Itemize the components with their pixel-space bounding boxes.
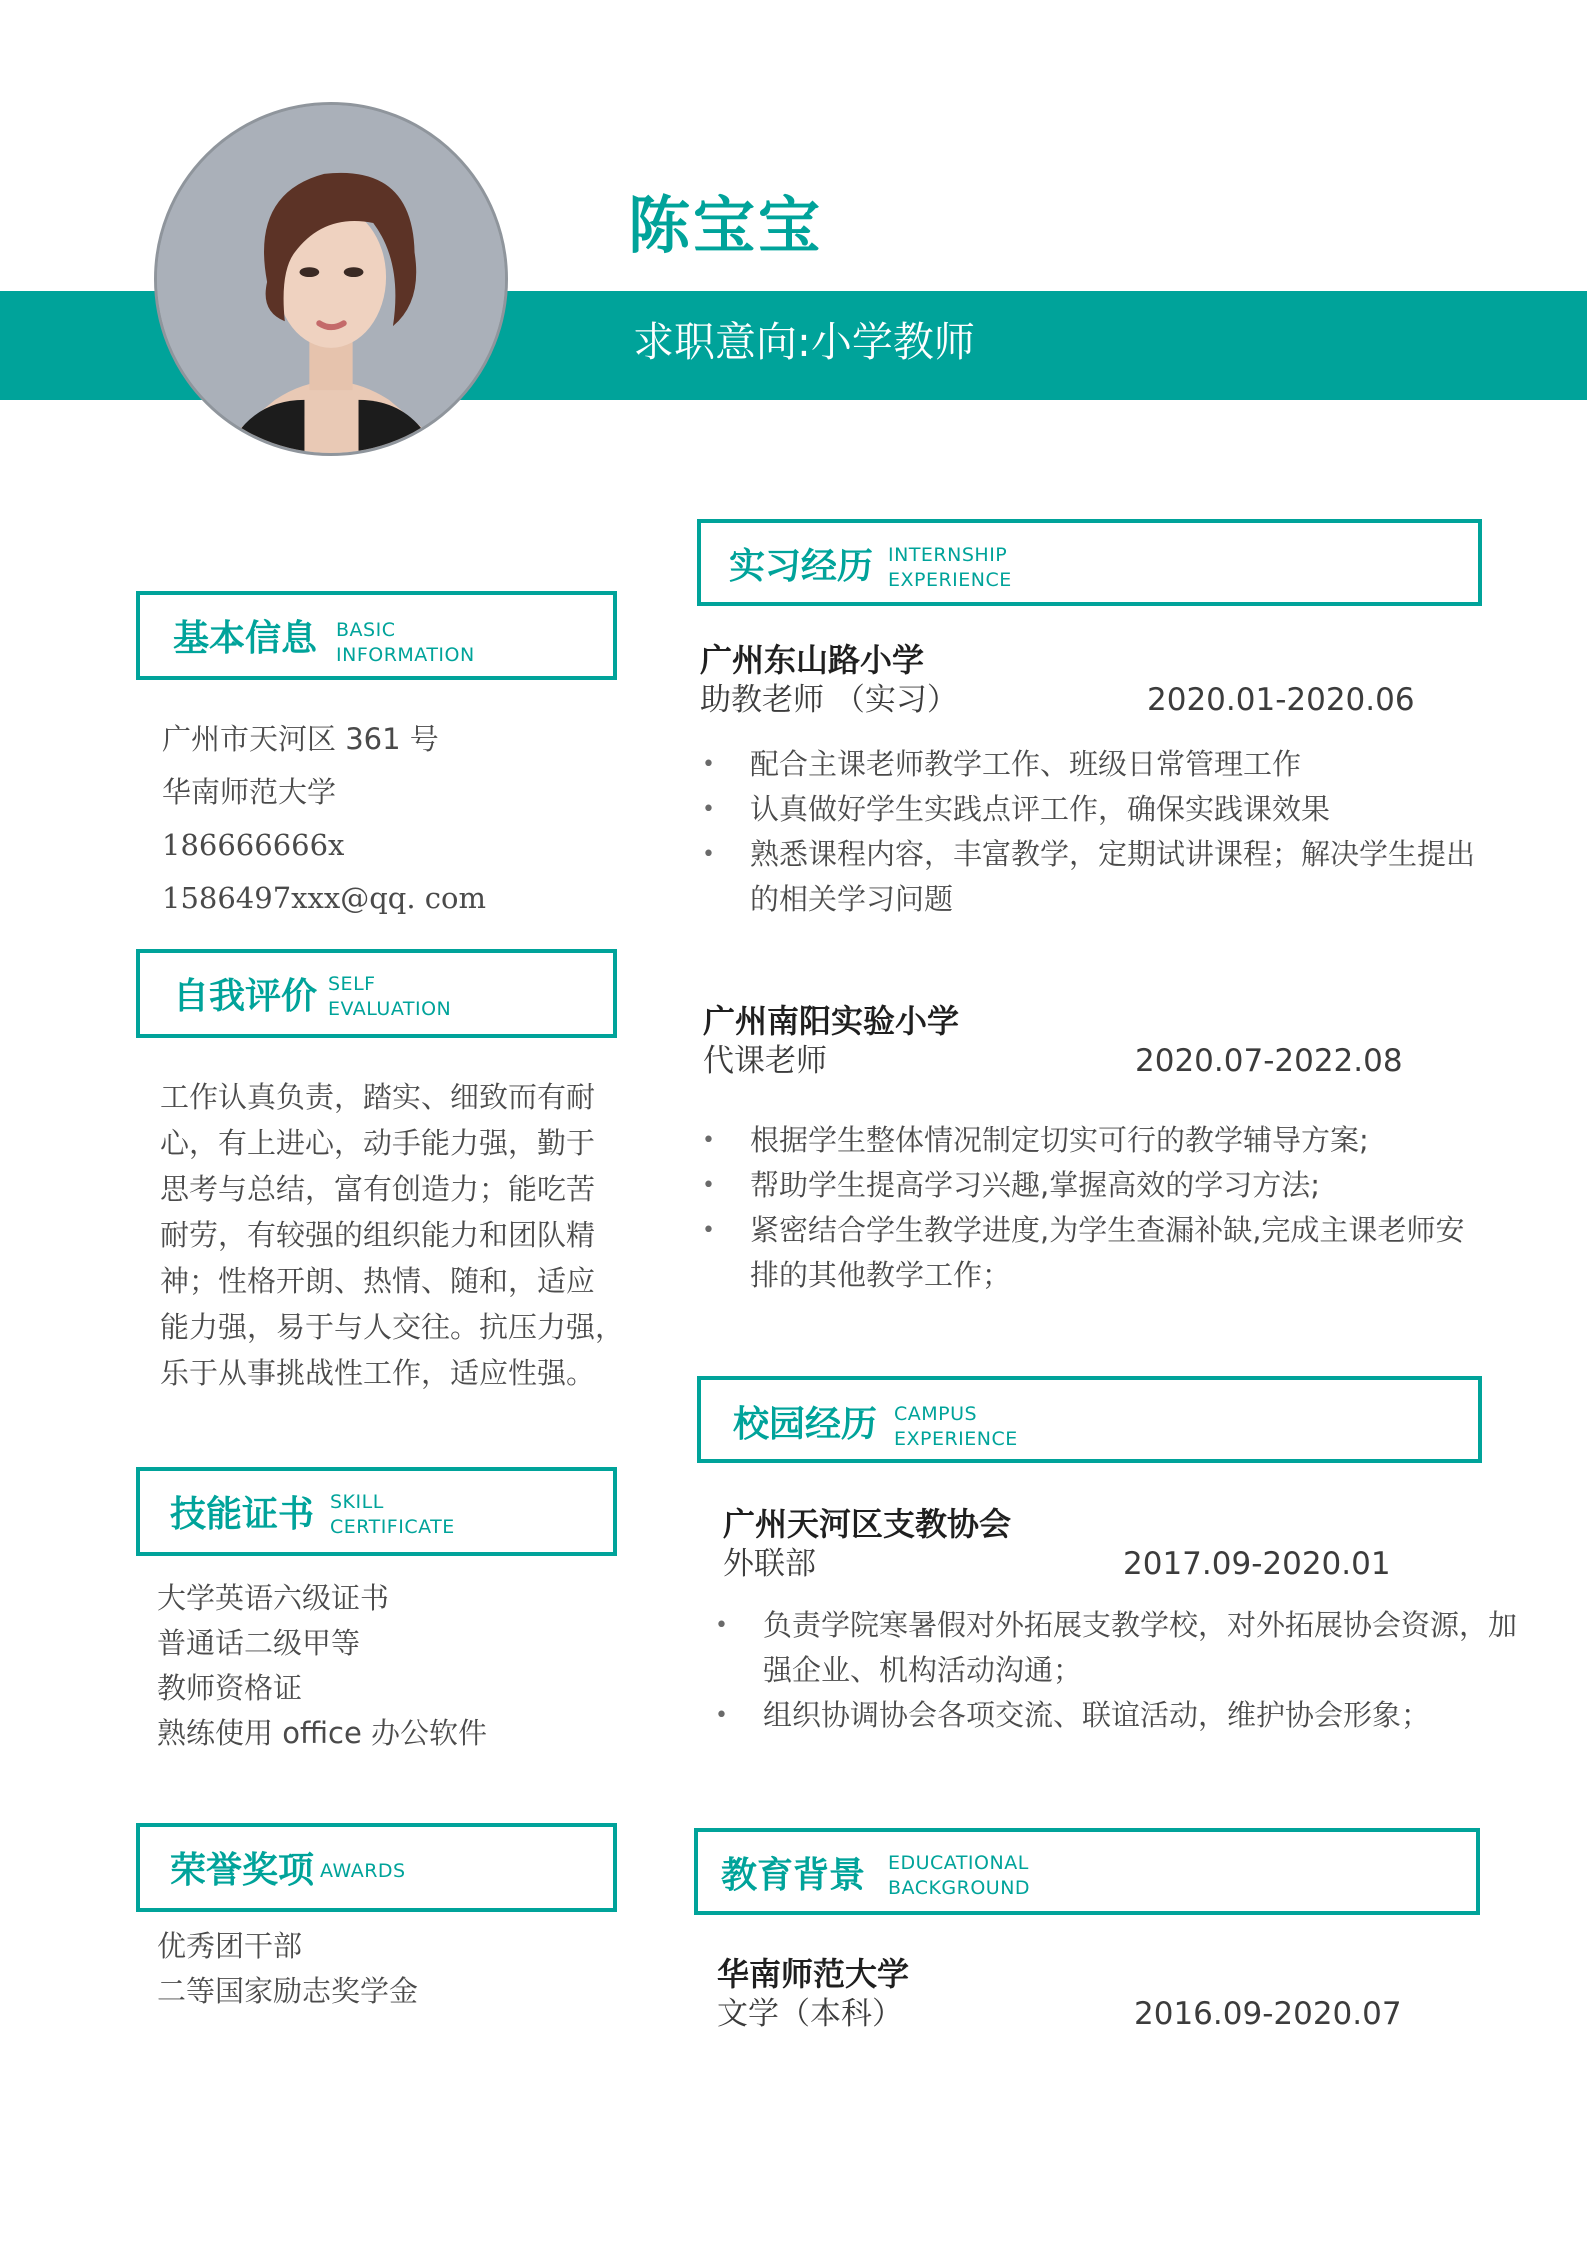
campus-date: 2017.09-2020.01 <box>1123 1546 1391 1582</box>
section-title: 校园经历 <box>733 1404 878 1445</box>
skill-item: 普通话二级甲等 <box>157 1626 361 1660</box>
internship-org-1: 广州东山路小学 <box>700 641 925 679</box>
section-title: 技能证书 <box>170 1494 315 1535</box>
campus-org: 广州天河区支教协会 <box>723 1505 1012 1543</box>
basic-info-list <box>162 713 486 925</box>
section-header-basic-info <box>136 591 617 680</box>
skill-item: 熟练使用 office 办公软件 <box>157 1716 488 1750</box>
education-school: 华南师范大学 <box>717 1955 910 1993</box>
self-evaluation-text: 工作认真负责，踏实、细致而有耐 心，有上进心，动手能力强，勤于 思考与总结，富有创造力；能吃苦 耐劳，有较强的组织能力和团队精 神；性格开朗、热情、随和，适应 能力强，易于与人交往。抗压力强， 乐于从事挑战性工作，适应性强。 <box>160 1080 625 1390</box>
internship-role-2: 代课老师 <box>703 1043 827 1079</box>
internship-duties-1 <box>700 742 1475 922</box>
internship-duties-2 <box>700 1118 1464 1298</box>
avatar <box>154 102 508 456</box>
award-item: 二等国家励志奖学金 <box>157 1974 419 2008</box>
section-header-internship <box>697 519 1482 606</box>
section-subtitle-en: SKILL CERTIFICATE <box>330 1491 455 1538</box>
section-header-skills <box>136 1467 617 1556</box>
internship-date-2: 2020.07-2022.08 <box>1135 1043 1403 1079</box>
phone: 186666666x <box>162 828 345 862</box>
section-title: 实习经历 <box>729 546 874 587</box>
section-header-awards <box>136 1823 617 1912</box>
award-item: 优秀团干部 <box>157 1929 303 1963</box>
email: 1586497xxx@qq. com <box>162 881 486 915</box>
awards-list <box>157 1924 418 2014</box>
section-subtitle-en: CAMPUS EXPERIENCE <box>894 1403 1018 1450</box>
list-item: • 配合主课老师教学工作、班级日常管理工作 <box>700 742 1475 787</box>
section-title: 基本信息 <box>173 618 318 659</box>
portrait-image <box>157 105 505 453</box>
list-item: • 熟悉课程内容，丰富教学，定期试讲课程；解决学生提出 的相关学习问题 <box>700 832 1475 922</box>
section-title: 荣誉奖项 <box>170 1850 315 1891</box>
job-intent: 求职意向:小学教师 <box>633 318 975 366</box>
list-item: • 根据学生整体情况制定切实可行的教学辅导方案; <box>700 1118 1464 1163</box>
skill-item: 教师资格证 <box>157 1671 303 1705</box>
section-subtitle-en: AWARDS <box>320 1860 406 1882</box>
skill-item: 大学英语六级证书 <box>157 1581 390 1615</box>
list-item: • 组织协调协会各项交流、联谊活动，维护协会形象； <box>713 1693 1517 1738</box>
internship-date-1: 2020.01-2020.06 <box>1147 682 1415 718</box>
education-date: 2016.09-2020.07 <box>1134 1996 1402 2032</box>
section-subtitle-en: INTERNSHIP EXPERIENCE <box>888 544 1012 591</box>
section-subtitle-en: SELF EVALUATION <box>328 973 452 1020</box>
section-header-self-evaluation <box>136 949 617 1038</box>
list-item: • 帮助学生提高学习兴趣,掌握高效的学习方法; <box>700 1163 1464 1208</box>
internship-role-1: 助教老师 （实习） <box>700 682 958 718</box>
section-header-education <box>694 1828 1480 1915</box>
list-item: • 紧密结合学生教学进度,为学生查漏补缺,完成主课老师安 排的其他教学工作； <box>700 1208 1464 1298</box>
candidate-name: 陈宝宝 <box>628 189 824 262</box>
campus-duties <box>713 1603 1517 1738</box>
section-title: 教育背景 <box>721 1855 866 1896</box>
skills-list <box>157 1576 487 1756</box>
section-subtitle-en: EDUCATIONAL BACKGROUND <box>888 1852 1031 1899</box>
section-header-campus <box>697 1376 1482 1463</box>
section-subtitle-en: BASIC INFORMATION <box>336 619 475 666</box>
list-item: • 负责学院寒暑假对外拓展支教学校，对外拓展协会资源，加 强企业、机构活动沟通； <box>713 1603 1517 1693</box>
section-title: 自我评价 <box>173 976 318 1017</box>
list-item: • 认真做好学生实践点评工作，确保实践课效果 <box>700 787 1475 832</box>
internship-org-2: 广州南阳实验小学 <box>703 1002 960 1040</box>
school: 华南师范大学 <box>162 775 337 809</box>
education-degree: 文学（本科） <box>717 1996 903 2032</box>
campus-role: 外联部 <box>723 1546 816 1582</box>
address: 广州市天河区 361 号 <box>162 722 439 756</box>
